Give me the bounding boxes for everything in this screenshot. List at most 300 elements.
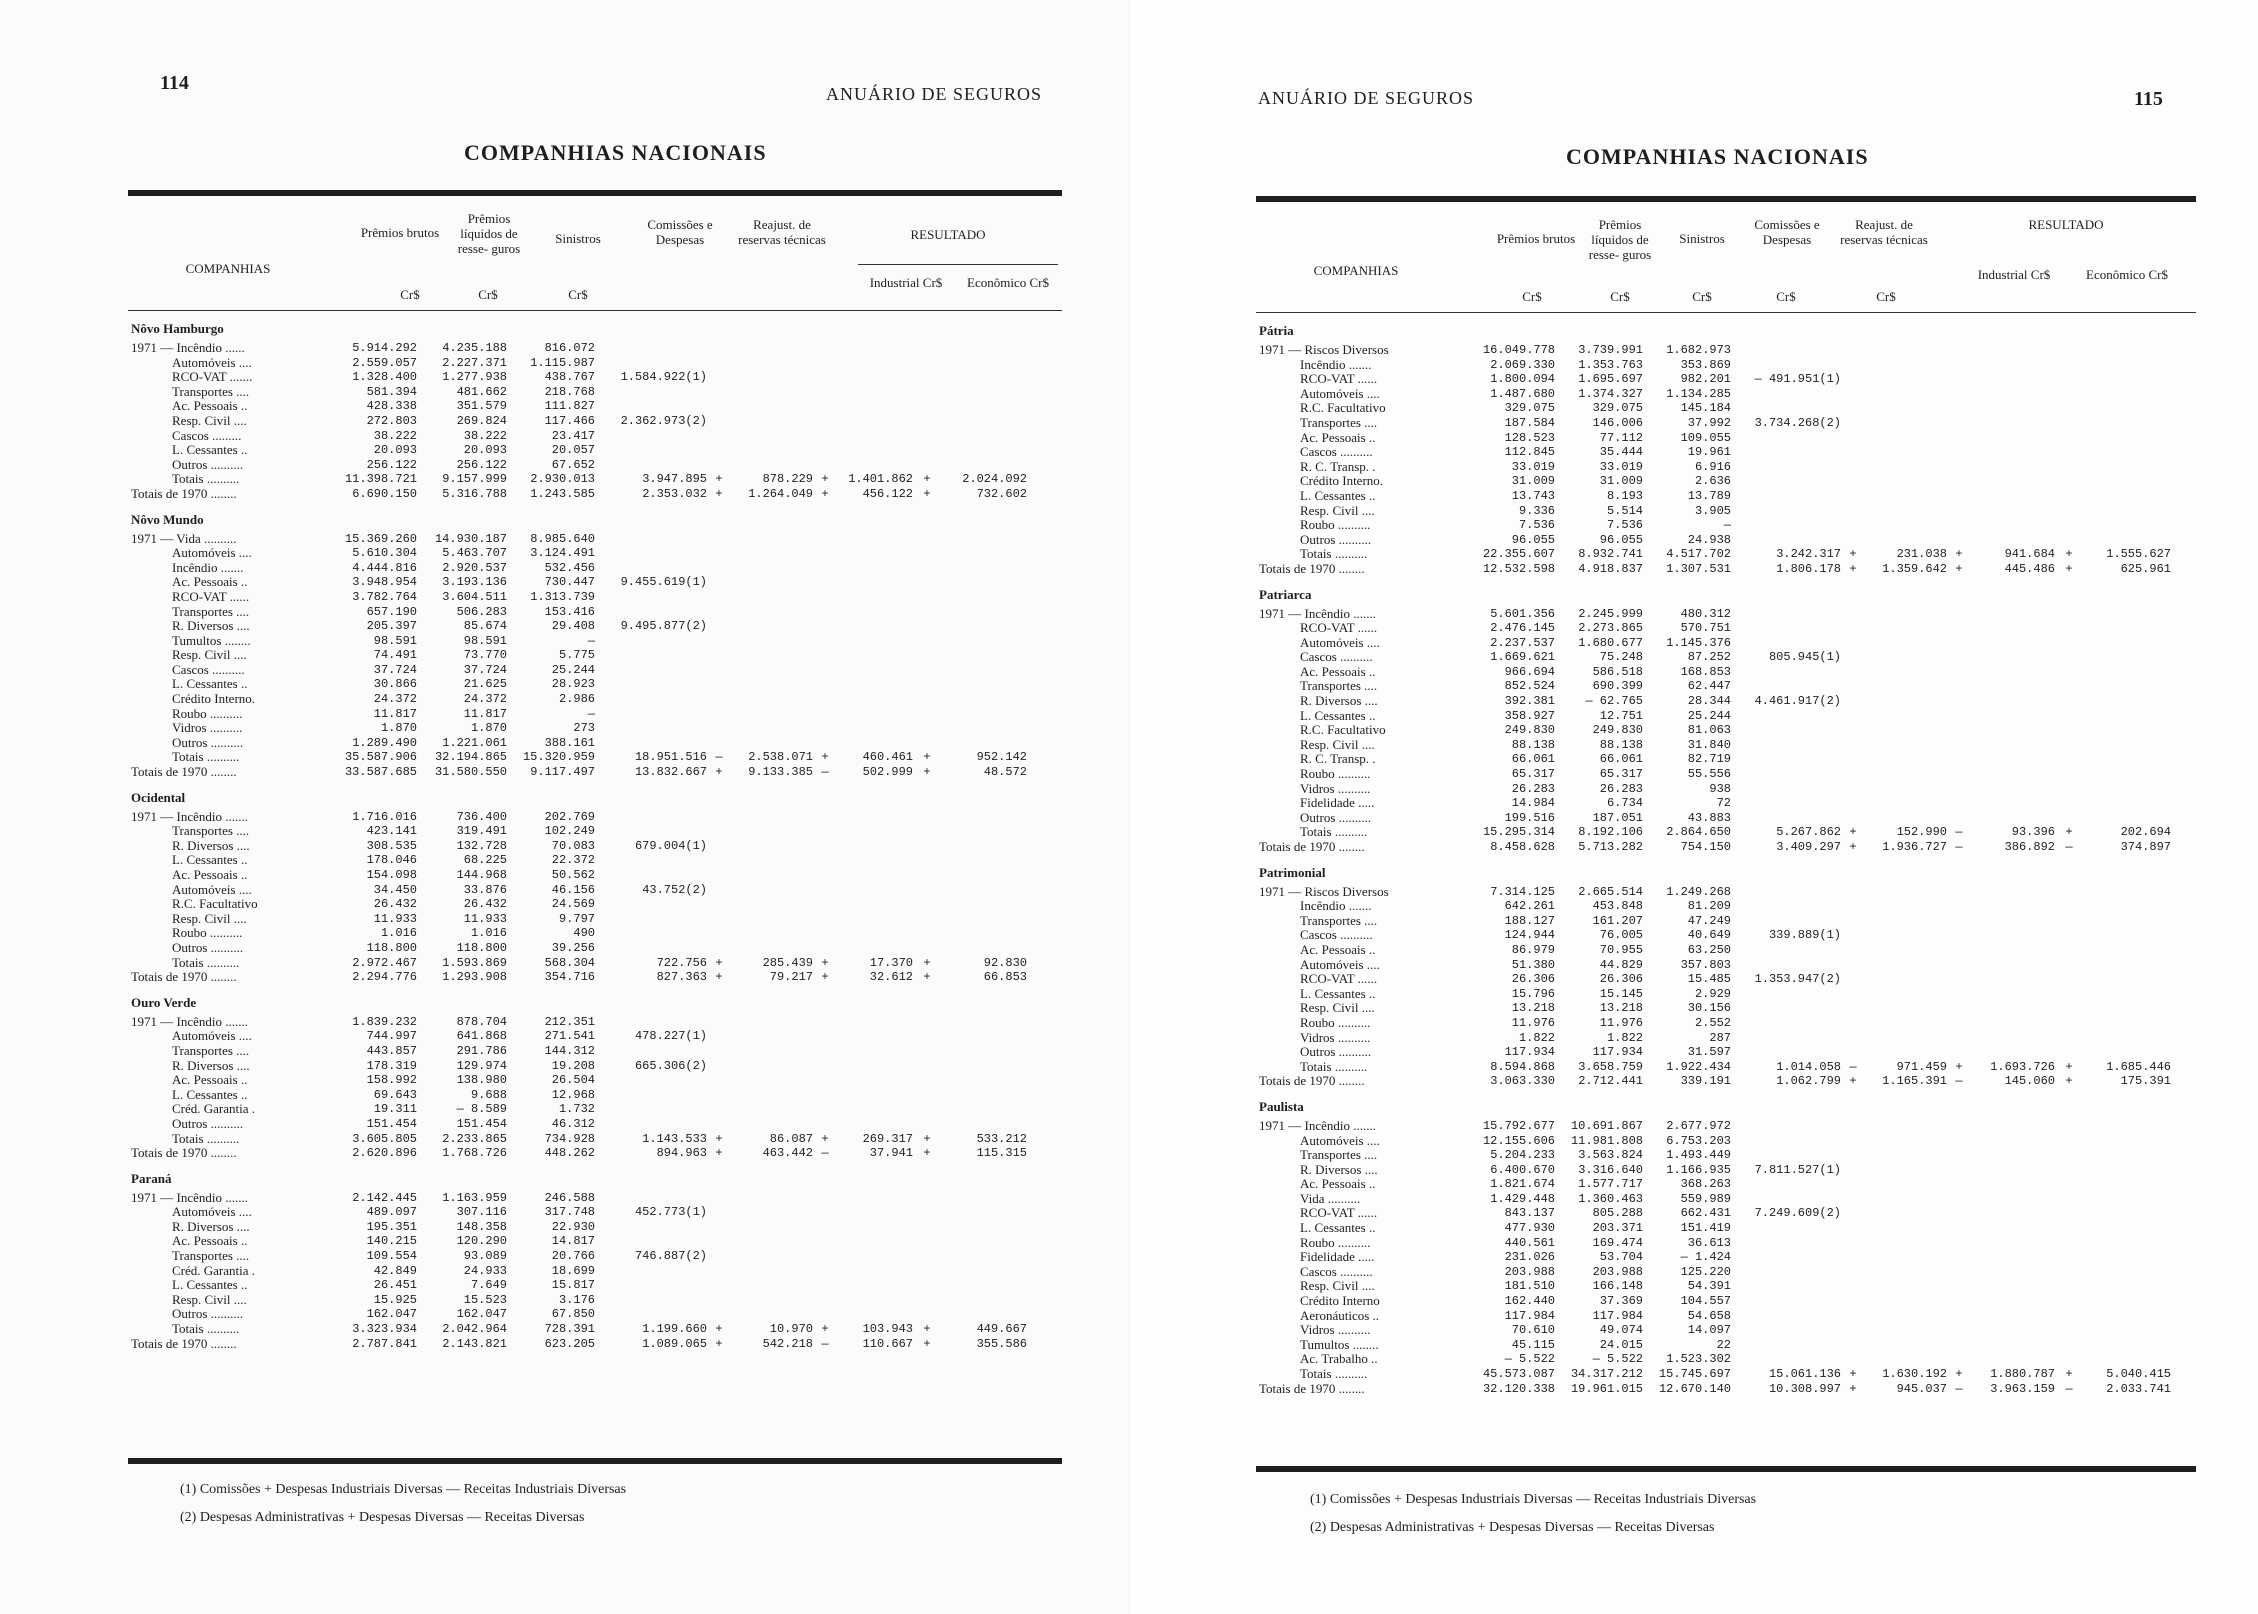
table-cell — [938, 1059, 1030, 1074]
table-cell — [728, 1220, 816, 1235]
table-cell — [2058, 899, 2080, 914]
table-cell — [1950, 621, 1968, 636]
table-cell — [1734, 460, 1844, 475]
row-label: Transportes .... — [1300, 1147, 1378, 1163]
row-label: Totais .......... — [1300, 824, 1368, 840]
table-cell — [2058, 489, 2080, 504]
table-cell — [598, 1088, 710, 1103]
table-cell: 9.688 — [470, 1087, 507, 1102]
table-cell: 3.604.511 — [442, 589, 507, 604]
table-cell — [728, 1059, 816, 1074]
table-cell — [916, 1073, 938, 1088]
row-label: Ac. Pessoais .. — [1300, 429, 1376, 445]
table-row — [1256, 1221, 2174, 1236]
header-comissoes: Comissões e Despesas — [647, 217, 713, 247]
table-cell — [1968, 533, 2058, 548]
table-cell: 25.244 — [1687, 708, 1731, 723]
table-cell — [1950, 738, 1968, 753]
table-row — [1256, 943, 2174, 958]
table-cell — [1950, 607, 1968, 622]
table-cell — [1950, 885, 1968, 900]
table-cell — [938, 736, 1030, 751]
table-cell: 125.220 — [1680, 1264, 1731, 1279]
table-cell — [2058, 1148, 2080, 1163]
table-cell: + — [1955, 561, 1963, 576]
table-row — [128, 912, 1030, 927]
table-cell — [728, 677, 816, 692]
row-label: 1971 — Incêndio ....... — [131, 808, 248, 824]
table-cell — [728, 1073, 816, 1088]
table-cell — [816, 385, 834, 400]
table-cell: 7.249.609(2) — [1754, 1206, 1841, 1221]
table-cell — [938, 443, 1030, 458]
table-cell: + — [2065, 547, 2073, 562]
row-label: 1971 — Incêndio ....... — [1259, 1117, 1376, 1133]
table-cell — [598, 385, 710, 400]
table-cell — [1950, 782, 1968, 797]
table-cell: + — [821, 1322, 829, 1337]
table-cell: + — [1849, 825, 1857, 840]
table-cell — [1844, 914, 1862, 929]
table-cell: 6.916 — [1694, 459, 1731, 474]
table-cell — [1950, 972, 1968, 987]
table-cell: 148.358 — [456, 1219, 507, 1234]
table-cell — [816, 356, 834, 371]
table-cell: 124.944 — [1504, 928, 1555, 943]
table-cell — [938, 853, 1030, 868]
table-cell — [1844, 723, 1862, 738]
table-cell — [1968, 1134, 2058, 1149]
table-cell — [1734, 709, 1844, 724]
table-cell — [816, 1293, 834, 1308]
table-cell: 894.963 — [656, 1146, 707, 1161]
table-cell — [2080, 474, 2174, 489]
table-cell: 1.145.376 — [1666, 635, 1731, 650]
table-row — [128, 458, 1030, 473]
table-cell — [1968, 1177, 2058, 1192]
table-cell: 287 — [1709, 1030, 1731, 1045]
table-cell — [1968, 1352, 2058, 1367]
table-cell — [1968, 1206, 2058, 1221]
table-cell: 93.396 — [2011, 825, 2055, 840]
table-cell: + — [923, 486, 931, 501]
table-cell: + — [923, 1336, 931, 1351]
table-cell — [916, 1088, 938, 1103]
table-cell: 1.822 — [1606, 1030, 1643, 1045]
table-row — [128, 619, 1030, 634]
table-cell: 1.822 — [1518, 1030, 1555, 1045]
table-cell — [816, 663, 834, 678]
table-cell — [1844, 782, 1862, 797]
table-cell — [2058, 504, 2080, 519]
table-cell — [2058, 1016, 2080, 1031]
table-cell — [1968, 943, 2058, 958]
row-label: Cascos .......... — [1300, 1263, 1373, 1279]
table-cell — [1844, 1163, 1862, 1178]
table-row — [128, 399, 1030, 414]
table-cell — [2058, 1134, 2080, 1149]
table-cell — [1968, 1001, 2058, 1016]
right-page — [1130, 0, 2258, 1614]
table-cell: 438.767 — [544, 370, 595, 385]
table-cell: 642.261 — [1504, 899, 1555, 914]
table-cell — [1844, 1338, 1862, 1353]
table-cell: 852.524 — [1504, 679, 1555, 694]
table-cell — [598, 1191, 710, 1206]
table-cell: 355.586 — [976, 1336, 1027, 1351]
table-cell — [1844, 752, 1862, 767]
table-cell: 16.049.778 — [1482, 343, 1555, 357]
table-cell: 28.344 — [1687, 694, 1731, 709]
table-cell — [834, 458, 916, 473]
row-label: Totais .......... — [172, 471, 240, 487]
table-cell — [710, 399, 728, 414]
header-industrial: Industrial Cr$ — [869, 275, 943, 290]
table-cell: + — [1849, 561, 1857, 576]
table-cell: 132.728 — [456, 838, 507, 853]
table-cell: 117.934 — [1592, 1045, 1643, 1060]
table-cell: 23.417 — [551, 428, 595, 443]
table-cell: 35.587.906 — [344, 750, 417, 765]
table-cell: 33.876 — [463, 882, 507, 897]
table-cell — [1968, 738, 2058, 753]
table-cell: 3.063.330 — [1490, 1074, 1555, 1089]
table-cell — [1862, 343, 1950, 358]
table-cell — [2058, 679, 2080, 694]
table-cell — [1844, 1148, 1862, 1163]
table-cell: 203.371 — [1592, 1221, 1643, 1236]
table-cell — [1950, 358, 1968, 373]
table-cell — [1862, 445, 1950, 460]
table-row — [1256, 1192, 2174, 1207]
table-row — [128, 1146, 1030, 1161]
row-label: Cascos .......... — [1300, 444, 1373, 460]
table-cell: 1.289.490 — [352, 735, 417, 750]
table-cell: 111.827 — [544, 399, 595, 414]
table-cell: 65.317 — [1511, 767, 1555, 782]
table-cell — [816, 897, 834, 912]
table-cell: 54.391 — [1687, 1279, 1731, 1294]
table-cell: 203.988 — [1504, 1264, 1555, 1279]
table-cell: 9.117.497 — [530, 765, 595, 780]
table-cell: 93.089 — [463, 1249, 507, 1264]
header-unit: Cr$ — [1522, 289, 1542, 304]
table-row — [1256, 401, 2174, 416]
row-label: Resp. Civil .... — [1300, 1278, 1375, 1294]
table-cell — [1950, 1279, 1968, 1294]
table-cell: 48.572 — [983, 765, 1027, 780]
table-cell — [1844, 460, 1862, 475]
table-cell — [598, 546, 710, 561]
table-cell — [1950, 636, 1968, 651]
table-cell: — — [587, 706, 595, 721]
table-cell: + — [923, 472, 931, 487]
table-cell: 46.312 — [551, 1116, 595, 1131]
table-cell — [2080, 665, 2174, 680]
table-cell — [1862, 650, 1950, 665]
table-cell — [710, 634, 728, 649]
table-cell — [834, 1293, 916, 1308]
table-cell: 1.680.677 — [1578, 635, 1643, 650]
table-cell — [710, 370, 728, 385]
table-cell — [2080, 679, 2174, 694]
table-cell — [816, 707, 834, 722]
table-cell — [2058, 928, 2080, 943]
table-cell — [598, 721, 710, 736]
table-cell: + — [1955, 1367, 1963, 1381]
row-label: L. Cessantes .. — [1300, 707, 1376, 723]
table-row — [1256, 562, 2174, 577]
table-cell: 20.093 — [463, 443, 507, 458]
header-companhias: COMPANHIAS — [1313, 263, 1399, 278]
table-row — [1256, 650, 2174, 665]
table-cell — [598, 443, 710, 458]
table-cell — [1734, 1323, 1844, 1338]
table-cell — [1844, 958, 1862, 973]
table-row — [1256, 343, 2174, 358]
table-cell — [1734, 431, 1844, 446]
table-cell — [1968, 358, 2058, 373]
table-cell — [1734, 1001, 1844, 1016]
table-cell: + — [923, 765, 931, 780]
table-row — [1256, 840, 2174, 855]
table-cell: 1.293.908 — [442, 970, 507, 985]
table-cell — [728, 385, 816, 400]
table-cell: 754.150 — [1680, 840, 1731, 854]
table-cell — [938, 399, 1030, 414]
table-cell — [834, 1249, 916, 1264]
table-cell — [728, 1293, 816, 1308]
table-cell: 3.739.991 — [1578, 343, 1643, 357]
table-cell — [1950, 401, 1968, 416]
table-cell — [834, 1205, 916, 1220]
table-cell: 6.753.203 — [1666, 1133, 1731, 1148]
table-cell — [2080, 1279, 2174, 1294]
table-row — [1256, 811, 2174, 826]
table-cell — [710, 897, 728, 912]
table-cell: 24.015 — [1599, 1337, 1643, 1352]
table-cell — [834, 721, 916, 736]
table-cell — [2058, 474, 2080, 489]
table-cell — [834, 1044, 916, 1059]
table-cell — [728, 824, 816, 839]
table-cell — [1950, 489, 1968, 504]
table-cell: 1.630.192 — [1882, 1367, 1947, 1381]
table-cell — [710, 926, 728, 941]
header-economico: Econômico Cr$ — [2086, 267, 2168, 282]
row-label: Totais de 1970 ........ — [1259, 560, 1365, 576]
insurance-table — [1256, 196, 2196, 1396]
table-cell — [816, 692, 834, 707]
table-cell — [598, 853, 710, 868]
table-cell: 55.556 — [1687, 767, 1731, 782]
table-cell: 269.824 — [456, 413, 507, 428]
table-cell: + — [923, 750, 931, 765]
table-cell — [728, 458, 816, 473]
page-number: 115 — [2134, 88, 2163, 110]
table-cell: 329.075 — [1504, 401, 1555, 416]
company-heading — [1256, 577, 2174, 607]
table-row — [1256, 1250, 2174, 1265]
table-cell — [816, 824, 834, 839]
table-cell: 76.005 — [1599, 928, 1643, 943]
table-cell: 1.593.869 — [442, 955, 507, 970]
table-cell — [2058, 431, 2080, 446]
table-cell: 7.536 — [1518, 518, 1555, 533]
table-cell — [916, 926, 938, 941]
table-cell — [710, 341, 728, 356]
table-cell — [816, 443, 834, 458]
table-cell: 12.155.606 — [1482, 1133, 1555, 1148]
table-cell — [1968, 1045, 2058, 1060]
table-cell: 317.748 — [544, 1205, 595, 1220]
table-cell — [1844, 650, 1862, 665]
table-cell: 1.922.434 — [1666, 1059, 1731, 1074]
table-cell — [710, 721, 728, 736]
table-cell — [728, 1278, 816, 1293]
table-cell — [1950, 767, 1968, 782]
table-cell — [710, 356, 728, 371]
table-cell: 28.923 — [551, 677, 595, 692]
row-label: Totais .......... — [1300, 1366, 1368, 1381]
table-row — [1256, 1279, 2174, 1294]
table-cell — [1734, 621, 1844, 636]
table-cell: 843.137 — [1504, 1206, 1555, 1221]
table-cell — [2058, 1309, 2080, 1324]
table-cell: 1.016 — [380, 926, 417, 941]
table-cell — [1862, 1134, 1950, 1149]
table-cell: 231.026 — [1504, 1250, 1555, 1265]
table-cell — [834, 429, 916, 444]
table-cell — [834, 1234, 916, 1249]
table-cell — [938, 1220, 1030, 1235]
row-label: Resp. Civil .... — [1300, 1000, 1375, 1016]
table-cell — [728, 1249, 816, 1264]
table-cell — [1734, 358, 1844, 373]
table-cell — [1844, 431, 1862, 446]
table-cell — [916, 575, 938, 590]
table-row — [128, 868, 1030, 883]
table-cell — [938, 1234, 1030, 1249]
table-cell: 67.850 — [551, 1307, 595, 1322]
table-cell: 570.751 — [1680, 621, 1731, 636]
table-row — [128, 721, 1030, 736]
table-cell: 5.204.233 — [1490, 1148, 1555, 1163]
table-cell — [2080, 1338, 2174, 1353]
row-label: Totais de 1970 ........ — [1259, 1380, 1365, 1396]
header-unit: Cr$ — [478, 287, 498, 302]
table-cell: 69.643 — [373, 1087, 417, 1102]
table-cell — [938, 546, 1030, 561]
table-cell: 26.504 — [551, 1073, 595, 1088]
table-cell — [2080, 1250, 2174, 1265]
table-cell: 9.797 — [558, 911, 595, 926]
table-cell: 1.806.178 — [1776, 561, 1841, 576]
table-cell — [1844, 796, 1862, 811]
table-cell — [916, 458, 938, 473]
table-cell — [1862, 767, 1950, 782]
table-row — [1256, 445, 2174, 460]
table-cell: 15.295.314 — [1482, 825, 1555, 840]
table-cell: 85.674 — [463, 619, 507, 634]
table-cell — [2080, 416, 2174, 431]
table-cell: 47.249 — [1687, 913, 1731, 928]
table-cell: 445.486 — [2004, 561, 2055, 576]
row-label: Incêndio ....... — [172, 559, 244, 575]
table-row — [1256, 914, 2174, 929]
table-cell: 2.294.776 — [352, 970, 417, 985]
table-cell: 1.870 — [380, 721, 417, 736]
header-companhias: COMPANHIAS — [185, 261, 271, 276]
table-cell — [2080, 607, 2174, 622]
table-cell — [1862, 1177, 1950, 1192]
table-cell: 249.830 — [1504, 723, 1555, 738]
table-cell — [938, 605, 1030, 620]
table-cell — [728, 634, 816, 649]
table-cell: 31.009 — [1599, 474, 1643, 489]
table-cell: 15.745.697 — [1658, 1367, 1731, 1381]
table-cell — [1968, 474, 2058, 489]
row-label: Vidros .......... — [1300, 1029, 1371, 1045]
table-row — [1256, 1367, 2174, 1382]
table-cell: 15.796 — [1511, 986, 1555, 1001]
insurance-table — [128, 190, 1062, 1351]
table-cell: 19.961.015 — [1570, 1381, 1643, 1396]
table-cell: 368.263 — [1680, 1177, 1731, 1192]
table-cell — [2080, 885, 2174, 900]
table-cell — [2058, 1236, 2080, 1251]
table-cell — [1862, 1279, 1950, 1294]
table-row — [128, 1307, 1030, 1322]
footnotes — [1310, 1486, 1756, 1542]
table-cell — [728, 429, 816, 444]
table-cell — [2058, 752, 2080, 767]
table-cell: + — [715, 955, 723, 970]
table-cell: 15.320.959 — [522, 750, 595, 765]
table-cell — [1844, 811, 1862, 826]
table-cell — [834, 648, 916, 663]
table-row — [128, 1293, 1030, 1308]
row-label: Tumultos ........ — [1300, 1336, 1379, 1352]
table-cell — [598, 1220, 710, 1235]
table-cell — [598, 590, 710, 605]
row-label: Totais de 1970 ........ — [131, 764, 237, 780]
table-row — [1256, 1309, 2174, 1324]
table-cell: 3.963.159 — [1990, 1381, 2055, 1396]
table-cell — [710, 677, 728, 692]
table-cell — [938, 1073, 1030, 1088]
table-cell — [834, 1088, 916, 1103]
table-cell — [710, 385, 728, 400]
table-cell — [1862, 811, 1950, 826]
table-cell: 736.400 — [456, 809, 507, 824]
row-label: Totais .......... — [172, 1321, 240, 1337]
table-cell — [1734, 445, 1844, 460]
row-label: L. Cessantes .. — [172, 442, 248, 458]
table-cell — [1862, 607, 1950, 622]
table-cell — [816, 1015, 834, 1030]
table-cell: 117.984 — [1592, 1308, 1643, 1323]
row-label: Automóveis .... — [1300, 1132, 1380, 1148]
header-unit: Cr$ — [1776, 289, 1796, 304]
table-cell — [1734, 811, 1844, 826]
table-cell: 181.510 — [1504, 1279, 1555, 1294]
table-cell: 102.249 — [544, 824, 595, 839]
row-label: L. Cessantes .. — [1300, 1220, 1376, 1236]
table-cell — [938, 897, 1030, 912]
table-cell — [2058, 1250, 2080, 1265]
table-cell: — — [821, 1336, 829, 1351]
